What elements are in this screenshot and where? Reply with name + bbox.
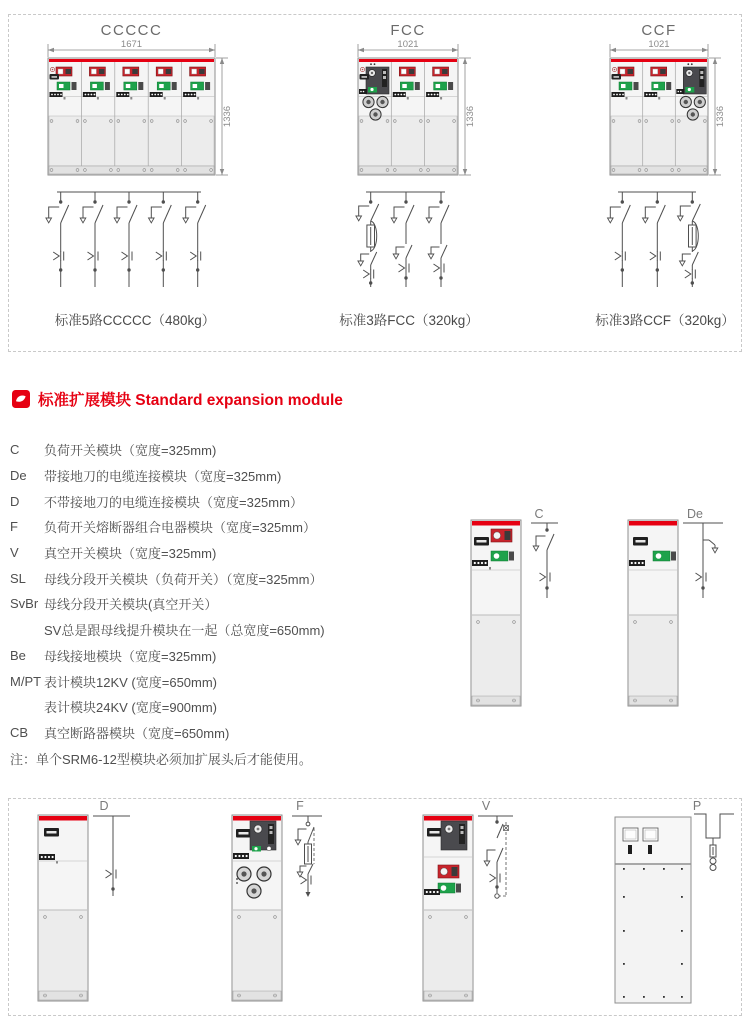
fcc-drawing	[340, 38, 490, 300]
list-item	[10, 668, 450, 694]
module-code: M/PT	[10, 673, 42, 689]
height-dim-label-ccccc: 1336	[222, 105, 233, 128]
cabinet-front-ccf	[610, 58, 708, 175]
list-item	[10, 488, 450, 514]
circuit-d	[93, 799, 130, 896]
cabinet-v	[423, 815, 473, 1001]
bottom-cabinets	[8, 798, 740, 1014]
cabinet-front-fcc	[358, 58, 458, 175]
module-desc: 表计模块12KV (宽度=650mm)	[44, 674, 218, 690]
list-item	[10, 565, 450, 591]
list-item	[10, 720, 450, 746]
circuit-label-d: D	[99, 799, 109, 813]
ccccc-drawing	[30, 38, 242, 300]
module-code: F	[10, 519, 18, 535]
circuit-f	[292, 799, 322, 897]
list-item	[10, 463, 450, 489]
list-item	[10, 514, 450, 540]
list-item	[10, 540, 450, 566]
cabinet-d	[38, 815, 88, 1001]
section-heading-text: 标准扩展模块 Standard expansion module	[38, 392, 343, 409]
width-dim-label-fcc: 1021	[397, 39, 419, 50]
circuit-v	[478, 799, 513, 898]
list-item	[10, 437, 450, 463]
module-desc: 母线接地模块（宽度=325mm)	[44, 648, 217, 664]
circuit-label-f: F	[296, 799, 304, 813]
circuit-de	[683, 507, 723, 598]
module-desc: 真空断路器模块（宽度=650mm)	[44, 725, 230, 741]
circuit-diagram-ccf	[608, 192, 701, 287]
module-desc: 不带接地刀的电缆连接模块（宽度=325mm）	[44, 494, 303, 510]
module-code: De	[10, 468, 27, 484]
module-list	[10, 437, 450, 745]
circuit-diagram-ccccc	[46, 192, 206, 287]
circuit-diagram-fcc	[356, 192, 449, 287]
list-item	[10, 694, 450, 720]
cabinet-c	[471, 520, 521, 706]
circuit-label-v: V	[481, 799, 491, 813]
height-dim-label-fcc: 1336	[465, 105, 476, 128]
note-line: 注：单个SRM6-12型模块必须加扩展头后才能使用。	[10, 752, 312, 767]
ccf-drawing	[592, 38, 750, 300]
module-code: C	[10, 442, 20, 458]
cabinet-de	[628, 520, 678, 706]
list-item	[10, 643, 450, 669]
circuit-label-c: C	[534, 507, 544, 521]
list-item	[10, 617, 450, 643]
module-code: V	[10, 545, 19, 561]
circuit-label-de: De	[687, 507, 703, 521]
module-desc: 负荷开关模块（宽度=325mm)	[44, 443, 217, 459]
width-dim-label-ccccc: 1671	[120, 39, 143, 50]
list-item	[10, 591, 450, 617]
circuit-p	[693, 799, 734, 871]
cabinet-title-fcc: FCC	[390, 22, 426, 39]
brand-icon	[12, 390, 30, 408]
height-dim-label-ccf: 1336	[715, 105, 726, 128]
circuit-label-p: P	[692, 799, 702, 813]
module-desc: 带接地刀的电缆连接模块（宽度=325mm)	[44, 469, 282, 485]
module-code: CB	[10, 724, 29, 740]
caption-ccf: 标准3路CCF（320kg）	[595, 313, 735, 328]
cabinet-p	[615, 817, 691, 1003]
module-desc: 母线分段开关模块(真空开关）	[44, 597, 218, 613]
module-code: SL	[10, 570, 26, 586]
module-desc: 负荷开关熔断器组合电器模块（宽度=325mm）	[44, 520, 316, 536]
width-dim-label-ccf: 1021	[648, 39, 670, 50]
standalone-cabinets	[460, 505, 750, 715]
cabinet-title-ccf: CCF	[641, 22, 677, 39]
caption-ccccc: 标准5路CCCCC（480kg）	[54, 313, 216, 328]
module-code: D	[10, 493, 20, 509]
module-desc: SV总是跟母线提升模块在一起（总宽度=650mm)	[44, 623, 325, 639]
cabinet-f	[232, 815, 282, 1001]
section-heading	[12, 388, 343, 410]
module-code: SvBr	[10, 596, 39, 612]
cabinet-title-ccccc: CCCCC	[100, 22, 163, 39]
module-desc: 母线分段开关模块（负荷开关）（宽度=325mm）	[44, 571, 323, 587]
caption-fcc: 标准3路FCC（320kg）	[339, 313, 479, 328]
module-desc: 真空开关模块（宽度=325mm)	[44, 546, 217, 562]
circuit-c	[531, 507, 558, 598]
cabinet-front-ccccc	[48, 58, 215, 175]
module-code: Be	[10, 647, 26, 663]
module-desc: 表计模块24KV (宽度=900mm)	[44, 700, 218, 716]
